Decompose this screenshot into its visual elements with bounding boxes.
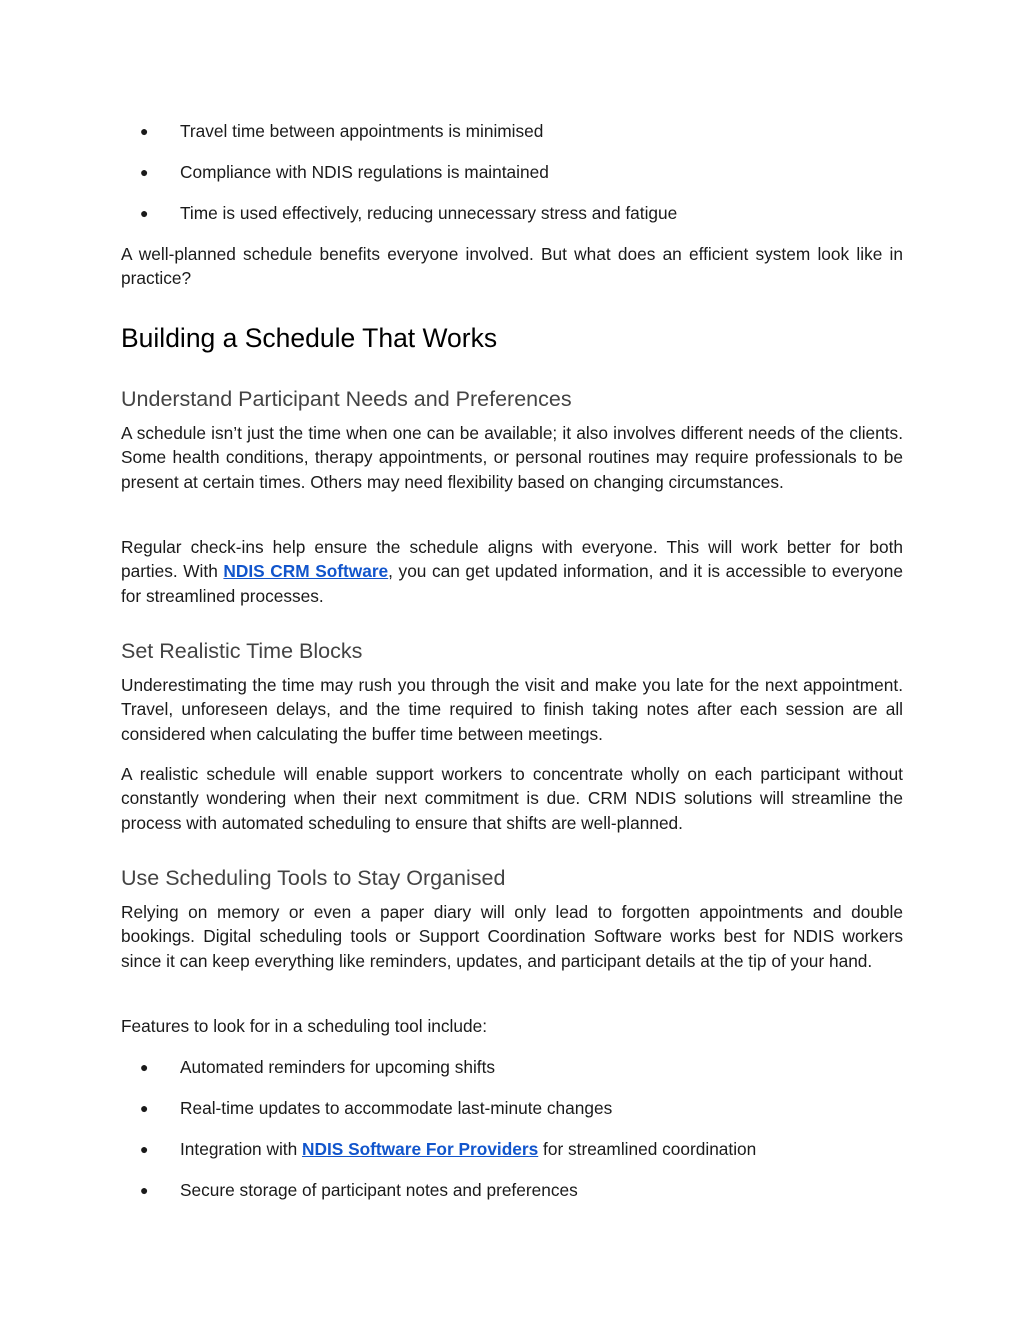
bullet-icon: ● xyxy=(140,1182,149,1198)
top-bullet-list xyxy=(121,119,903,242)
list-item-text: Time is used effectively, reducing unnecessary stress and fatigue xyxy=(180,203,678,223)
paragraph: Relying on memory or even a paper diary will only lead to forgotten appointments and double bookings. Digital scheduling tools or Support Coordination Software works best for NDIS workers since it can keep everything like reminders, updates, and participant details at the tip of your hand. xyxy=(121,902,903,971)
bullet-icon: ● xyxy=(140,123,149,139)
list-item-text-part: for streamlined coordination xyxy=(538,1139,757,1159)
paragraph: A realistic schedule will enable support workers to concentrate wholly on each participant without constantly wondering when their next commitment is due. CRM NDIS solutions will streamline the process with automated scheduling to ensure that shifts are well-planned. xyxy=(121,764,903,833)
paragraph: Underestimating the time may rush you through the visit and make you late for the next appointment. Travel, unforeseen delays, and the time required to finish taking notes after each session are all considered when calculating the buffer time between meetings. xyxy=(121,675,903,744)
intro-paragraph: A well-planned schedule benefits everyone involved. But what does an efficient system look like in practice? xyxy=(121,244,903,289)
list-item-text: Real-time updates to accommodate last-minute changes xyxy=(180,1098,613,1118)
bullet-icon: ● xyxy=(140,1141,149,1157)
paragraph-text: Regular check-ins help ensure the schedule aligns with everyone. This will work better for both parties. With xyxy=(121,537,903,582)
list-item xyxy=(121,1096,903,1120)
list-item xyxy=(121,1137,903,1161)
list-item-text: Automated reminders for upcoming shifts xyxy=(180,1057,496,1077)
ndis-software-for-providers-link[interactable]: NDIS Software For Providers xyxy=(302,1139,539,1159)
bullet-icon: ● xyxy=(140,1059,149,1075)
bullet-icon: ● xyxy=(140,205,149,221)
features-bullet-list xyxy=(121,1055,903,1219)
ndis-crm-software-link[interactable]: NDIS CRM Software xyxy=(223,561,389,582)
paragraph: A schedule isn’t just the time when one can be available; it also involves different needs of the clients. Some health conditions, therapy appointments, or personal routines may require professionals to be present at certain times. Others may need flexibility based on changing circumstances. xyxy=(121,423,903,492)
list-item xyxy=(121,119,903,143)
section-heading-scheduling-tools: Use Scheduling Tools to Stay Organised xyxy=(121,866,506,890)
bullet-icon: ● xyxy=(140,1100,149,1116)
bullet-icon: ● xyxy=(140,164,149,180)
main-heading: Building a Schedule That Works xyxy=(121,323,498,353)
paragraph-text: , you can get updated information, and it is accessible to everyone for streamlined processes. xyxy=(121,561,903,606)
section-heading-time-blocks: Set Realistic Time Blocks xyxy=(121,639,363,663)
paragraph xyxy=(121,535,903,608)
list-item-text: Travel time between appointments is minimised xyxy=(180,121,544,141)
list-item-text-part: Integration with xyxy=(180,1139,302,1159)
section-heading-participant-needs: Understand Participant Needs and Preferences xyxy=(121,387,572,411)
list-item xyxy=(121,201,903,225)
paragraph: Features to look for in a scheduling tool include: xyxy=(121,1016,488,1036)
list-item-text: Compliance with NDIS regulations is maintained xyxy=(180,162,549,182)
list-item xyxy=(121,1055,903,1079)
list-item xyxy=(121,160,903,184)
list-item xyxy=(121,1178,903,1202)
list-item-text xyxy=(180,1139,756,1159)
list-item-text: Secure storage of participant notes and preferences xyxy=(180,1180,578,1200)
